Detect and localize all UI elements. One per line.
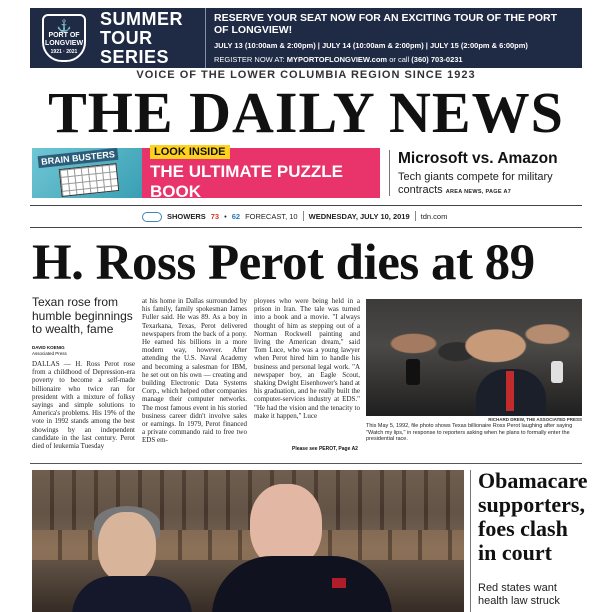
tour-info [206, 8, 582, 68]
logo-line-3: 1921 · 2021 [50, 49, 78, 55]
byline-name: DAVID KOENIG [32, 345, 65, 350]
weather-date-bar [140, 209, 447, 223]
logo-line-2: LONGVIEW [44, 40, 84, 47]
courtroom-photo [32, 470, 464, 612]
story-jump-link[interactable]: Please see PEROT, Page A2 [292, 446, 358, 452]
divider [30, 463, 582, 464]
puzzle-book-promo[interactable] [32, 145, 380, 201]
divider [389, 150, 390, 196]
crossword-grid-icon [59, 163, 120, 197]
look-inside-label: LOOK INSIDE [150, 145, 230, 159]
byline [32, 345, 136, 357]
logo-line-1: PORT OF [48, 32, 80, 39]
ship-icon: ⚓ [56, 19, 72, 33]
microphone-shape [551, 361, 563, 383]
man-body-shape [212, 556, 392, 612]
puzzle-copy [142, 145, 380, 201]
register-prefix: REGISTER NOW AT: [214, 55, 285, 64]
temp-low: 62 [231, 211, 241, 221]
masthead-tagline: VOICE OF THE LOWER COLUMBIA REGION SINCE 1923 [136, 69, 476, 81]
divider [30, 205, 582, 206]
teaser-title: Microsoft vs. Amazon [398, 150, 558, 167]
microphone-shape [406, 359, 420, 385]
teaser-subtitle [398, 171, 588, 198]
lead-column-2: at his home in Dallas surrounded by his family, family spokesman James Fuller said. He was 89. As a boy in Texarkana, Texas, Perot delivered newspapers from the back of a pony. He earned his billions in a more modern way, however. After attending the U.S. Naval Academy and becoming a salesman for IBM, he set out on his own — creating and building Electronic Data Systems Corp., which helped other companies manage their computer networks. The most famous event in his storied business career didn't involve sales or earnings. In 1979, Perot financed a private commando raid to free two EDS em- [142, 297, 247, 445]
lead-deck: Texan rose from humble beginnings to wealth, fame [32, 295, 133, 336]
cloud-rain-icon [140, 209, 162, 223]
photo-caption: This May 5, 1992, file photo shows Texas billionaire Ross Perot laughing after saying "Watch my lips," in response to reporters asking when he plans to formally enter the presidential race. [366, 423, 573, 443]
port-of-longview-logo [30, 8, 98, 68]
series-line-2: TOUR SERIES [100, 27, 170, 67]
teaser-subtitle-text: Tech giants compete for military contracts [398, 171, 553, 196]
lead-headline[interactable]: H. Ross Perot dies at 89 [32, 235, 535, 291]
issue-date: WEDNESDAY, JULY 10, 2019 [308, 211, 410, 221]
woman-body-shape [72, 576, 192, 612]
obamacare-headline[interactable]: Obamacare supporters, foes clash in court [478, 468, 588, 565]
tie-shape [506, 371, 514, 411]
byline-org: Associated Press [32, 351, 67, 356]
forecast-ref: FORECAST, 10 [245, 211, 298, 221]
tour-register [214, 55, 574, 64]
tour-dates: JULY 13 (10:00am & 2:00pm) | JULY 14 (10:00am & 2:00pm) | JULY 15 (2:00pm & 6:00pm) [214, 41, 528, 50]
photo-credit: RICHARD DREW, THE ASSOCIATED PRESS [488, 417, 582, 422]
newspaper-title: THE DAILY NEWS [48, 80, 564, 145]
lead-column-3: ployees who were being held in a prison in Iran. The tale was turned into a book and a movie. "I always thought of him as stepping out of a Norman Rockwell painting and living the American dream," said Tom Luce, who was a young lawyer when Perot hired him to handle his business and personal legal work. "A newspaper boy, an Eagle Scout, shaking Dwight Eisenhower's hand at his graduation, and he really built the computer-services industry at EDS." "He had the vision and the tenacity to make it happen," Luce [254, 297, 360, 420]
tour-headline: RESERVE YOUR SEAT NOW FOR AN EXCITING TOUR OF THE PORT OF LONGVIEW! [214, 12, 558, 36]
brain-busters-label: BRAIN BUSTERS [38, 148, 119, 168]
register-phone: (360) 703-0231 [411, 55, 463, 64]
site-url[interactable]: tdn.com [420, 211, 448, 221]
lead-column-1: DALLAS — H. Ross Perot rose from a childhood of Depression-era poverty to become a self-made billionaire who twice ran for president with a mixture of folksy sayings and simple solutions to America's problems. His 19% of the vote in 1992 stands among the best showings by an independent candidate in the last century. Perot died of leukemia Tuesday [32, 360, 135, 451]
puzzle-art [32, 148, 142, 198]
microsoft-amazon-teaser[interactable] [398, 150, 588, 198]
separator [303, 211, 304, 221]
tour-series-title [98, 8, 206, 68]
puzzle-book-title: THE ULTIMATE PUZZLE BOOK [150, 161, 343, 201]
port-badge [42, 14, 86, 62]
separator [415, 211, 416, 221]
obamacare-deck: Red states want health law struck [478, 582, 560, 607]
divider [30, 227, 582, 228]
woman-face-shape [98, 512, 156, 582]
register-or: or call [389, 55, 410, 64]
temp-high: 73 [210, 211, 220, 221]
weather-label: SHOWERS [167, 211, 206, 221]
series-line-1: SUMMER [100, 8, 183, 29]
divider [470, 470, 471, 612]
temp-separator: • [224, 211, 227, 221]
register-url-link[interactable]: MYPORTOFLONGVIEW.com [286, 55, 388, 64]
epaulette-shape [332, 578, 346, 588]
perot-press-photo [366, 299, 582, 416]
port-tour-banner-ad[interactable] [30, 8, 582, 68]
teaser-page-ref: AREA NEWS, PAGE A7 [445, 188, 512, 195]
